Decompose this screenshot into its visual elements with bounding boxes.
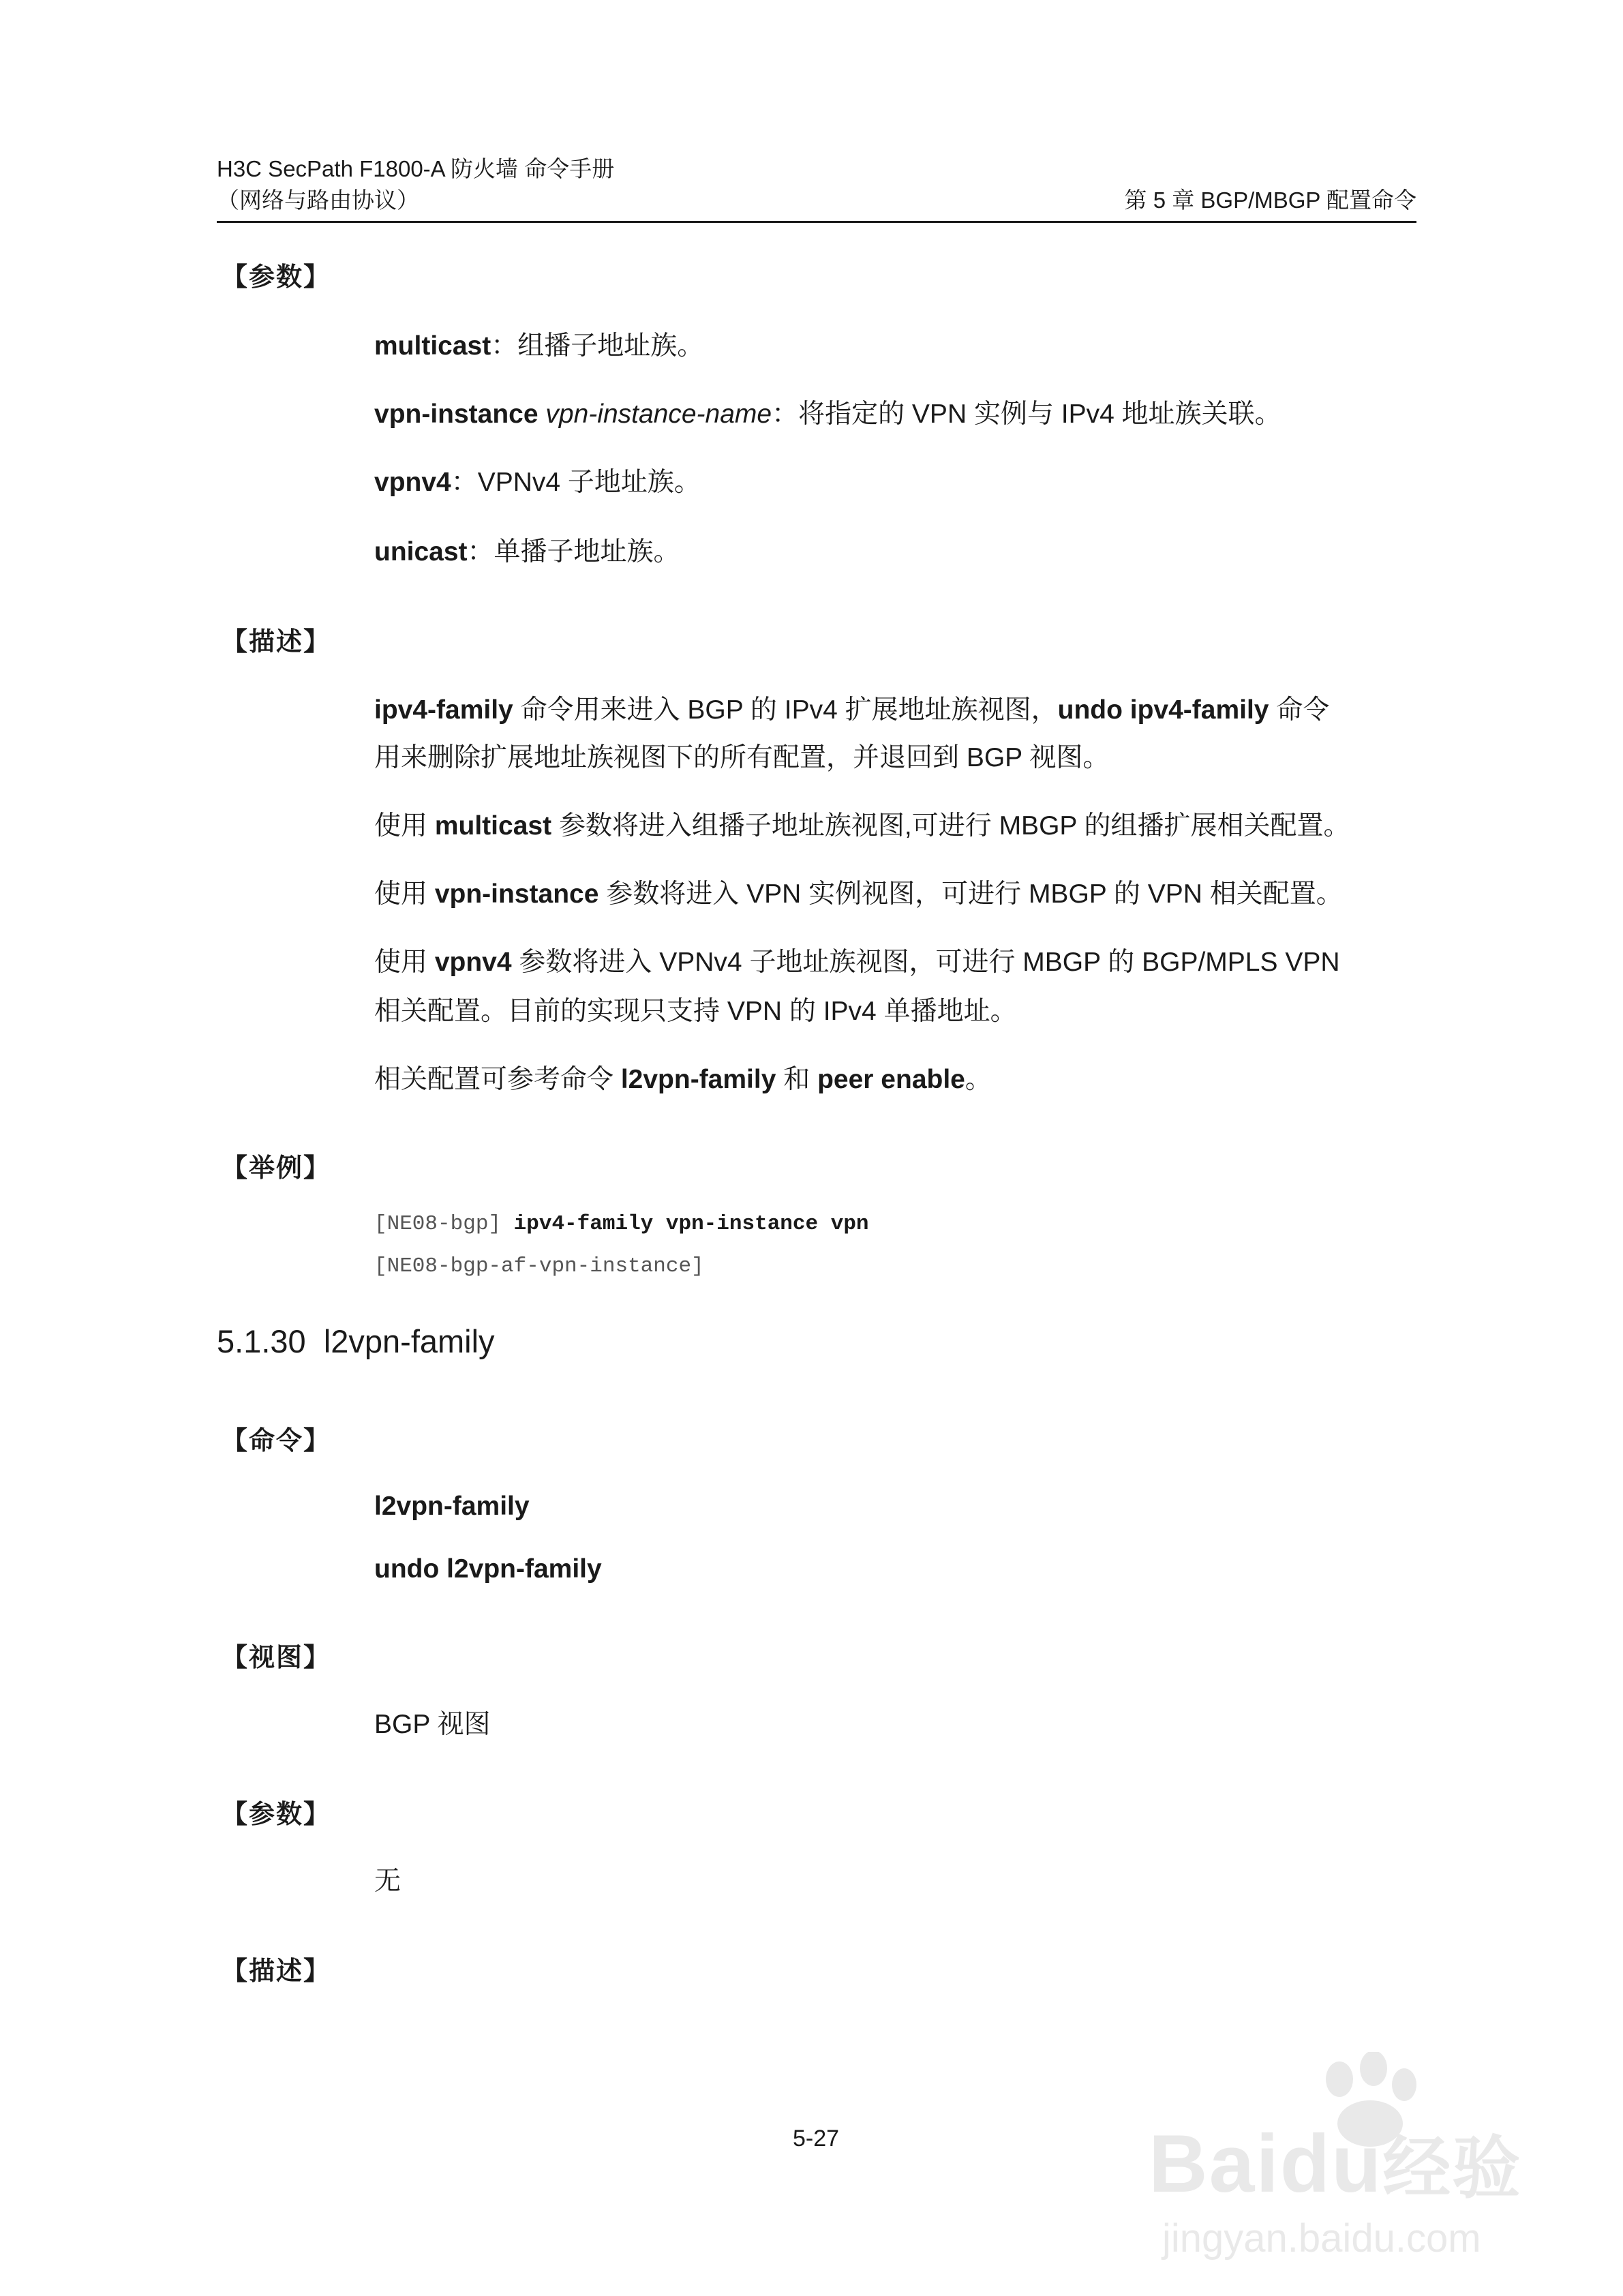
desc-cmd: ipv4-family <box>374 695 513 725</box>
desc-text: 参数将进入组播子地址族视图,可进行 MBGP 的组播扩展相关配置。 <box>551 811 1350 841</box>
subsection-number: 5.1.30 <box>217 1323 306 1359</box>
param-multicast <box>374 330 703 363</box>
section-desc-heading: 【描述】 <box>222 628 331 656</box>
watermark-url: jingyan.baidu.com <box>1162 2216 1481 2261</box>
param-arg: vpn-instance-name <box>545 399 772 429</box>
desc-text: 和 <box>776 1065 818 1094</box>
desc-p1-line1 <box>374 694 1329 727</box>
header-rule <box>217 221 1416 223</box>
param-desc: ：组播子地址族。 <box>491 331 704 361</box>
page-number: 5-27 <box>793 2126 840 2151</box>
desc-text: 相关配置可参考命令 <box>374 1065 621 1094</box>
section-params-heading: 【参数】 <box>222 263 331 292</box>
desc-p4-line2: 相关配置。目前的实现只支持 VPN 的 IPv4 单播地址。 <box>374 997 1017 1026</box>
watermark-du: du <box>1279 2118 1383 2209</box>
desc-p4-line1 <box>374 946 1340 979</box>
desc-p2 <box>374 810 1350 843</box>
section-command-heading: 【命令】 <box>222 1427 331 1455</box>
desc-p3 <box>374 878 1343 911</box>
param-name: vpnv4 <box>374 468 451 497</box>
param-name: vpn-instance <box>374 399 539 429</box>
example-line-2: [NE08-bgp-af-vpn-instance] <box>374 1254 704 1278</box>
desc-text: 使用 <box>374 948 435 977</box>
subsection-heading <box>217 1323 495 1360</box>
watermark-product: 经验 <box>1382 2130 1522 2207</box>
section-params-heading-2: 【参数】 <box>222 1800 331 1829</box>
baidu-jingyan-watermark <box>1149 2052 1544 2284</box>
section-desc-heading-2: 【描述】 <box>222 1957 331 1986</box>
example-command: ipv4-family vpn-instance vpn <box>513 1212 869 1236</box>
param-vpnv4 <box>374 466 701 499</box>
desc-keyword: vpn-instance <box>434 879 599 909</box>
desc-text: 使用 <box>374 811 435 841</box>
view-value: BGP 视图 <box>374 1710 491 1739</box>
param-vpn-instance <box>374 398 1281 431</box>
subsection-title: l2vpn-family <box>323 1323 495 1359</box>
param-desc: ：将指定的 VPN 实例与 IPv4 地址族关联。 <box>772 399 1281 429</box>
param-name: multicast <box>374 331 491 361</box>
desc-text: 使用 <box>374 879 435 909</box>
watermark-bai: Bai <box>1149 2118 1280 2209</box>
desc-text: 参数将进入 VPN 实例视图，可进行 MBGP 的 VPN 相关配置。 <box>598 879 1343 909</box>
command-undo-l2vpn-family: undo l2vpn-family <box>374 1554 602 1584</box>
desc-text: 参数将进入 VPNv4 子地址族视图，可进行 MBGP 的 BGP/MPLS VPN <box>511 948 1340 977</box>
desc-p5 <box>374 1063 992 1096</box>
desc-p1-line2: 用来删除扩展地址族视图下的所有配置，并退回到 BGP 视图。 <box>374 743 1110 772</box>
header-subtitle: （网络与路由协议） <box>217 187 419 213</box>
section-example-heading: 【举例】 <box>222 1154 331 1183</box>
desc-text: 命令 <box>1269 695 1330 725</box>
desc-keyword: vpnv4 <box>434 948 512 977</box>
desc-cmd: undo ipv4-family <box>1057 695 1269 725</box>
desc-keyword: l2vpn-family <box>620 1065 776 1094</box>
example-line-1 <box>374 1212 869 1236</box>
desc-text: 。 <box>965 1065 992 1094</box>
param-desc: ：VPNv4 子地址族。 <box>451 468 701 497</box>
header-title: H3C SecPath F1800-A 防火墙 命令手册 <box>217 156 615 181</box>
header-chapter: 第 5 章 BGP/MBGP 配置命令 <box>1124 187 1416 213</box>
section-view-heading: 【视图】 <box>222 1644 331 1672</box>
desc-keyword: multicast <box>434 811 552 841</box>
param-name: unicast <box>374 537 468 567</box>
watermark-brand <box>1149 2113 1521 2211</box>
desc-text: 命令用来进入 BGP 的 IPv4 扩展地址族视图， <box>513 695 1058 725</box>
param-unicast <box>374 536 680 569</box>
command-l2vpn-family: l2vpn-family <box>374 1492 530 1521</box>
example-prompt: [NE08-bgp] <box>374 1212 514 1236</box>
desc-keyword: peer enable <box>817 1065 965 1094</box>
param-desc: ：单播子地址族。 <box>467 537 680 567</box>
params-none-value: 无 <box>374 1867 401 1896</box>
